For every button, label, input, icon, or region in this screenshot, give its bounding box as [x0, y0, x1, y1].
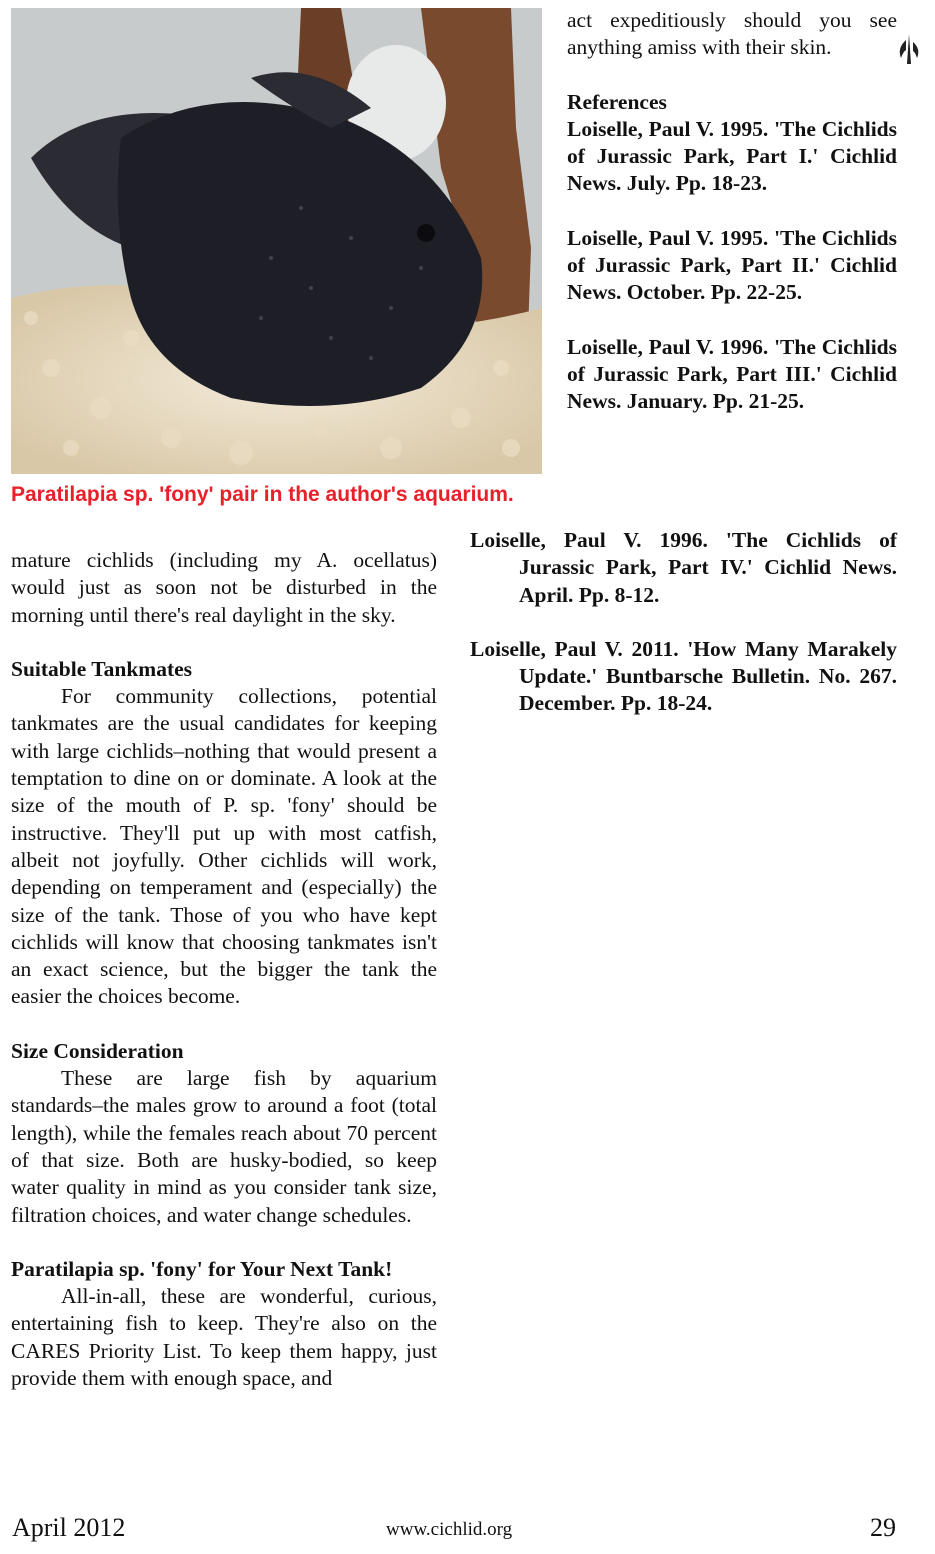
section-heading-size: Size Consideration	[11, 1038, 184, 1063]
figure-caption: Paratilapia sp. 'fony' pair in the author's aquarium.	[11, 483, 514, 506]
section-body-size: These are large fish by aquarium standards–the males grow to around a foot (total length), while the females reach about 70 percent of that size. Both are husky-bodied, so keep water quality in mind as you consider tank size, filtration choices, and water change schedules.	[11, 1066, 437, 1227]
left-column	[11, 547, 437, 1392]
section-body-tankmates: For community collections, potential tankmates are the usual candidates for keeping with large cichlids–nothing that would present a temptation to dine on or dominate. A look at the size of the mouth of P. sp. 'fony' should be instructive. They'll put up with most catfish, albeit not joyfully. Other cichlids will work, depending on temperament and (especially) the size of the tank. Those of you who have kept cichlids will know that choosing tankmates isn't an exact science, but the bigger the tank the easier the choices become.	[11, 684, 437, 1009]
reference-item: Loiselle, Paul V. 1995. 'The Cichlids of Jurassic Park, Part II.' Cichlid News. October. Pp. 22-25.	[567, 225, 897, 305]
reference-item: Loiselle, Paul V. 2011. 'How Many Marakely Update.' Buntbarsche Bulletin. No. 267. December. Pp. 18-24.	[470, 636, 897, 716]
references-heading: References	[567, 89, 667, 114]
footer-website: www.cichlid.org	[386, 1519, 513, 1540]
section-heading-next-tank: Paratilapia sp. 'fony' for Your Next Tank!	[11, 1256, 393, 1281]
continuation-paragraph: act expeditiously should you see anything amiss with their skin.	[567, 8, 897, 60]
footer-date: April 2012	[12, 1513, 126, 1542]
right-column	[567, 7, 897, 416]
fish-photo	[11, 8, 542, 474]
page-number: 29	[870, 1513, 896, 1542]
reference-item: Loiselle, Paul V. 1995. 'The Cichlids of Jurassic Park, Part I.' Cichlid News. July. Pp. 18-23.	[567, 116, 897, 196]
reference-list-continued	[470, 527, 897, 718]
section-heading-tankmates: Suitable Tankmates	[11, 656, 193, 681]
reference-item: Loiselle, Paul V. 1996. 'The Cichlids of Jurassic Park, Part III.' Cichlid News. January. Pp. 21-25.	[567, 334, 897, 414]
intro-paragraph: mature cichlids (including my A. ocellatus) would just as soon not be disturbed in the morning until there's real daylight in the sky.	[11, 548, 437, 627]
section-body-next-tank: All-in-all, these are wonderful, curious, entertaining fish to keep. They're also on the CARES Priority List. To keep them happy, just provide them with enough space, and	[11, 1284, 437, 1391]
article-end-icon	[895, 32, 921, 71]
reference-item: Loiselle, Paul V. 1996. 'The Cichlids of Jurassic Park, Part IV.' Cichlid News. April. Pp. 8-12.	[470, 528, 897, 607]
